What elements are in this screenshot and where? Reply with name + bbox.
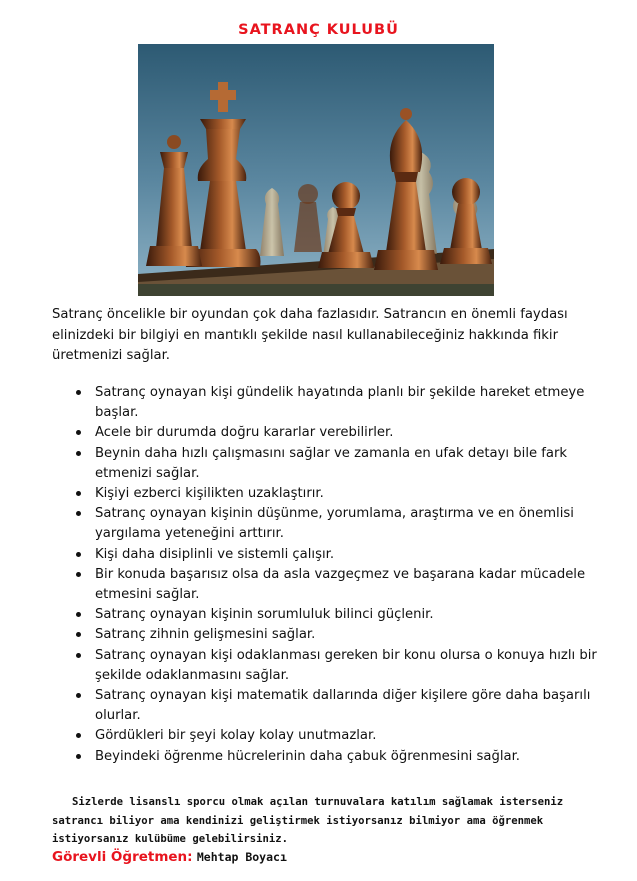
bullet-icon [76,653,81,658]
list-item: Satranç oynayan kişinin düşünme, yorumlama, araştırma ve en önemlisi yargılama yeteneğini arttırır. [76,504,616,544]
bullet-icon [76,511,81,516]
list-item: Satranç zihnin gelişmesini sağlar. [76,625,616,645]
bullet-icon [76,612,81,617]
teacher-role-label: Görevli Öğretmen: [52,849,193,865]
list-item: Kişi daha disiplinli ve sistemli çalışır. [76,545,616,565]
bullet-icon [76,572,81,577]
bullet-icon [76,632,81,637]
list-item: Satranç oynayan kişi matematik dallarında diğer kişilere göre daha başarılı olurlar. [76,686,616,726]
page-title: SATRANÇ KULUBÜ [238,22,399,38]
benefits-list [76,383,616,767]
list-item: Satranç oynayan kişi odaklanması gereken bir konu olursa o konuya hızlı bir şekilde odaklanmasını sağlar. [76,646,616,686]
bullet-icon [76,390,81,395]
intro-paragraph: Satranç öncelikle bir oyundan çok daha fazlasıdır. Satrancın en önemli faydası elinizdeki bir bilgiyi en mantıklı şekilde nasıl kullanabileceğiniz hakkında fikir üretmenizi sağlar. [52,307,568,363]
bullet-icon [76,430,81,435]
list-item: Gördükleri bir şeyi kolay kolay unutmazlar. [76,726,616,746]
closing-paragraph: Sizlerde lisanslı sporcu olmak açılan turnuvalara katılım sağlamak isterseniz satrancı biliyor ama kendinizi geliştirmek istiyorsanız bilmiyor ama öğrenmek istiyorsanız kulübüme gelebilirsiniz. [52,796,564,845]
chess-pieces-image [138,44,494,296]
bullet-icon [76,451,81,456]
bullet-icon [76,552,81,557]
bullet-icon [76,693,81,698]
bullet-icon [76,754,81,759]
list-item: Beynin daha hızlı çalışmasını sağlar ve zamanla en ufak detayı bile fark etmenizi sağlar. [76,444,616,484]
list-item: Beyindeki öğrenme hücrelerinin daha çabuk öğrenmesini sağlar. [76,747,616,767]
list-item: Satranç oynayan kişinin sorumluluk bilinci güçlenir. [76,605,616,625]
bullet-icon [76,733,81,738]
list-item: Acele bir durumda doğru kararlar verebilirler. [76,423,616,443]
list-item: Bir konuda başarısız olsa da asla vazgeçmez ve başarana kadar mücadele etmesini sağlar. [76,565,616,605]
list-item: Satranç oynayan kişi gündelik hayatında planlı bir şekilde hareket etmeye başlar. [76,383,616,423]
list-item: Kişiyi ezberci kişilikten uzaklaştırır. [76,484,616,504]
teacher-line [52,849,287,865]
teacher-name: Mehtap Boyacı [196,850,287,864]
bullet-icon [76,491,81,496]
